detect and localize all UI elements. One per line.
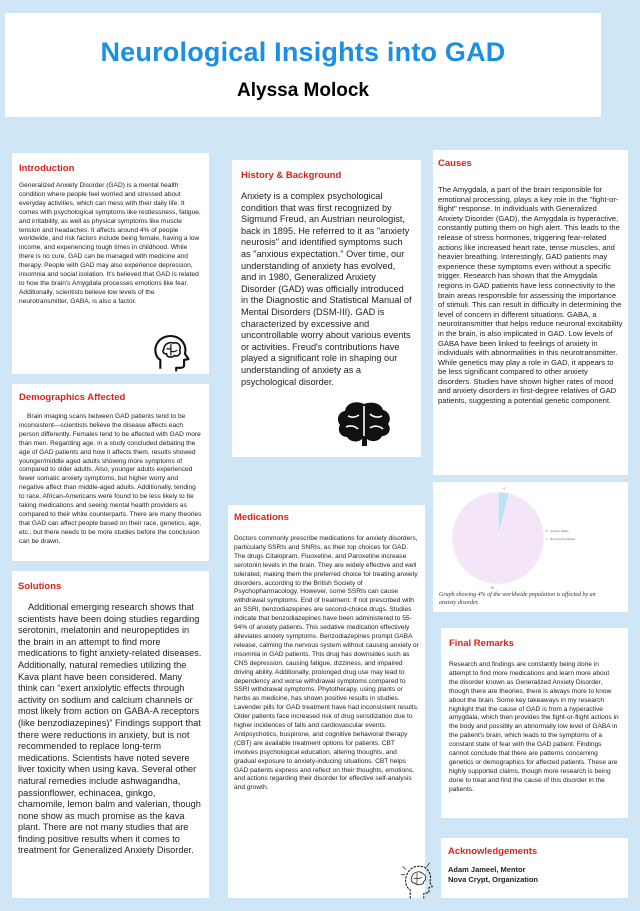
history-text: Anxiety is a complex psychological condition that was first recognized by Sigmund Freud, an Austrian neurologist, back in 1895. He referred to it as "anxiety neurosis" and identified symptoms such as "anxious expectation." Over time, our understanding of anxiety has evolved, and in 1980, Generalized Anxiety Disorder (GAD) was officially introduced in the Diagnostic and Statistical Manual of Mental Disorders (DSM-III). GAD is characterized by excessive and uncontrollable worry about various events or activities. Freud's contributions have played a significant role in shaping our understanding of anxiety as a psychological disorder. xyxy=(241,191,412,387)
causes-panel xyxy=(433,150,628,475)
solutions-heading: Solutions xyxy=(18,581,62,592)
legend-label-affected: Current Rates xyxy=(550,529,569,533)
poster-header xyxy=(5,13,601,117)
demographics-text: Brain imaging scans between GAD patients tend to be inconsistent—scientists believe the disease affects each person differently. Females tend to be affected with GAD more than men. Regarding age, in a study concluded debating the age of GAD patients and how it affects them, results showed younger/middle aged adults showing more symptoms of compared to older adults. Also, younger adults experienced fewer somatic anxiety symptoms, but higher worry and negative affect than middle-aged adults. Additionally, tending to race, African-Americans were found to be less likely to be taking medications and seeing mental health providers as compared to their white counterparts. There are many theories that GAD can affect people based on their race, genetics, age, etc., but there needs to be more studies before the conclusion can be drawn. xyxy=(19,413,202,545)
pie-chart-panel xyxy=(433,482,628,612)
pie-slice-not-affected xyxy=(452,492,544,584)
poster-title: Neurological Insights into GAD xyxy=(100,37,506,67)
medications-panel xyxy=(228,505,425,898)
demographics-heading: Demographics Affected xyxy=(19,392,126,403)
chart-caption: Graph showing 4% of the worldwide population is affected by an anxiety disorder. xyxy=(439,592,596,606)
poster-author: Alyssa Molock xyxy=(237,80,369,101)
acknowledgement-organization: Nova Crypt, Organization xyxy=(448,875,539,884)
history-heading: History & Background xyxy=(241,170,342,181)
head-brain-icon xyxy=(148,330,192,374)
medications-text: Doctors commonly prescribe medications for anxiety disorders, particularly SSRIs and SNRIs, as their top choices for GAD. The drugs Citalopram, Fluoxetine, and Paroxetine increase serotonin levels in the brain. They are widely effective and well tolerated, making them the preferred choice for treating anxiety disorders, according to the British Society of Psychopharmacology. However, some SSRIs can cause withdrawal symptoms. End of treatment. If not prescribed with an SSRI, benzodiazepines are second-choice drugs. Studies indicate that benzodiazepines have been administered to 55-94% of anxiety patients. This sedative medication effectively alleviates anxiety symptoms. Benzodiazepines prompt GABA release, calming the nervous system without causing anxiety or insomnia in GAD patients. This drug has downsides such as CNS depression, causing fatigue, dizziness, and impaired driving ability. Additionally, prolonged drug use may lead to dependency and worse withdrawal symptoms compared to SSRI withdrawal symptoms. Phytotherapy, using plants or herbs as medicine, has shown positive results in studies. Lavender pills for GAD treatment have had inconsistent results. Older patients face increased risk of drug sensitization due to higher incidences of falls and cardiovascular events. Antipsychotics, buspirone, and cognitive behavioral therapy (CBT) are available treatment options for patients. CBT involves psychological education, altering thoughts, and gradual exposure to anxiety-inducing situations. CBT helps GAD patients express and reflect on their thoughts, emotions, and actions regarding their disorder for effective self-analysis and growth. xyxy=(234,535,419,792)
causes-heading: Causes xyxy=(438,158,472,169)
acknowledgement-mentor: Adam Jameel, Mentor xyxy=(448,865,526,874)
legend-swatch-affected xyxy=(545,530,548,532)
pie-chart xyxy=(433,482,613,592)
solutions-panel xyxy=(12,571,209,898)
acknowledgements-heading: Acknowledgements xyxy=(448,846,538,857)
causes-text: The Amygdala, a part of the brain responsible for emotional processing, plays a key role in the "fight-or-flight" response. In individuals with Generalized Anxiety Disorder (GAD), the Amygdala is hyperactive, constantly putting them on high alert. This leads to the release of stress hormones, triggering fear-related actions like increased heart rate, tense muscles, and heavier breathing. Interestingly, GAD patients may experience these symptoms even without a specific trigger. Research has shown that the Amygdala regions in GAD patients have less connectivity to the brain areas responsible for assessing the importance of stimuli. This can result in difficulty in determining the level of concern in different situations. GABA, a neurotransmitter that helps reduce neuronal excitability in the brain, is also implicated in GAD. Low levels of GABA have been linked to feelings of anxiety in individuals with abnormalities in this neurotransmitter. While genetics may play a role in GAD, it appears to be less significant compared to other anxiety disorders. Studies have shown higher rates of mood and anxiety disorders in first-degree relatives of GAD patients, suggesting a potential genetic component. xyxy=(438,185,623,406)
data-label-not-affected: 96 xyxy=(490,585,495,590)
solutions-text: Additional emerging research shows that scientists have been doing studies regarding serotonin, melatonin and neuropeptides in the brain in an attempt to find more medications to fight anxiety-related diseases. Additionally, natural remedies utilizing the Kava plant have been considered. Many think can “exert anxiolytic effects through activity on sodium and calcium channels or most likely from action on GABA-A receptors (like benzodiazepines)” Findings support that there were reductions in anxiety, but is not recommended to replace long-term medications. Scientists have noted severe liver toxicity when using kava. Several other natural remedies include ashwagandha, passionflower, echinacea, ginkgo, chamomile, lemon balm and valerian, though none show as much promise as the kava plant. There are not many studies that are finding positive results when it comes to treatment for Generalized Anxiety Disorder. xyxy=(18,602,202,856)
legend-swatch-not-affected xyxy=(545,538,548,540)
introduction-heading: Introduction xyxy=(19,163,75,174)
acknowledgements-panel xyxy=(441,838,628,898)
demographics-panel xyxy=(12,384,209,561)
pie-legend xyxy=(545,529,576,541)
medications-heading: Medications xyxy=(234,512,289,523)
final-remarks-heading: Final Remarks xyxy=(449,638,514,649)
introduction-text: Generalized Anxiety Disorder (GAD) is a mental health condition where people feel worried and stressed about everyday activities, which can mess with their daily life. It comes with psychological symptoms like restlessness, fatigue, and irritability, as well as physical symptoms like muscle tension and headaches. It affects around 4% of people worldwide, and risk factors include being female, having a low income, and experiencing tough times in childhood. While there is no cure, GAD can be managed with medicine and therapy. People with GAD may also experience depression, insomnia and social isolation. It's believed that GAD is related to how the brain's Amygdala processes emotions like fear. Additionally, scientists believe low levels of the neurotransmitter, GABA, is also a factor. xyxy=(19,182,201,305)
sketch-head-icon xyxy=(400,857,434,901)
legend-label-not-affected: Non-Anxiety Rates xyxy=(550,537,576,541)
brain-icon xyxy=(334,398,394,448)
final-remarks-panel xyxy=(441,628,628,818)
data-label-affected: 4 xyxy=(503,486,505,491)
final-remarks-text: Research and findings are constantly being done in attempt to find more medications and learn more about the disorder known as Generalized Anxiety Disorder, though there are theories, there is always more to know about the brain. Some key takeaways in my research highlight that the cause of GAD is from a hyperactive amygdala, which then provides the fight-or-flight actions in the body and possibly an abnormally low level of GABA in the patient's brain, which leads to the symptoms of a constant state of fear with the GAD patient. Findings cannot conclude that there are patterns concerning genetics or demographics for affected patients. These are highly supported claims, though more research is being done to treat and find the cause of this disorder in the patients. xyxy=(449,661,619,793)
